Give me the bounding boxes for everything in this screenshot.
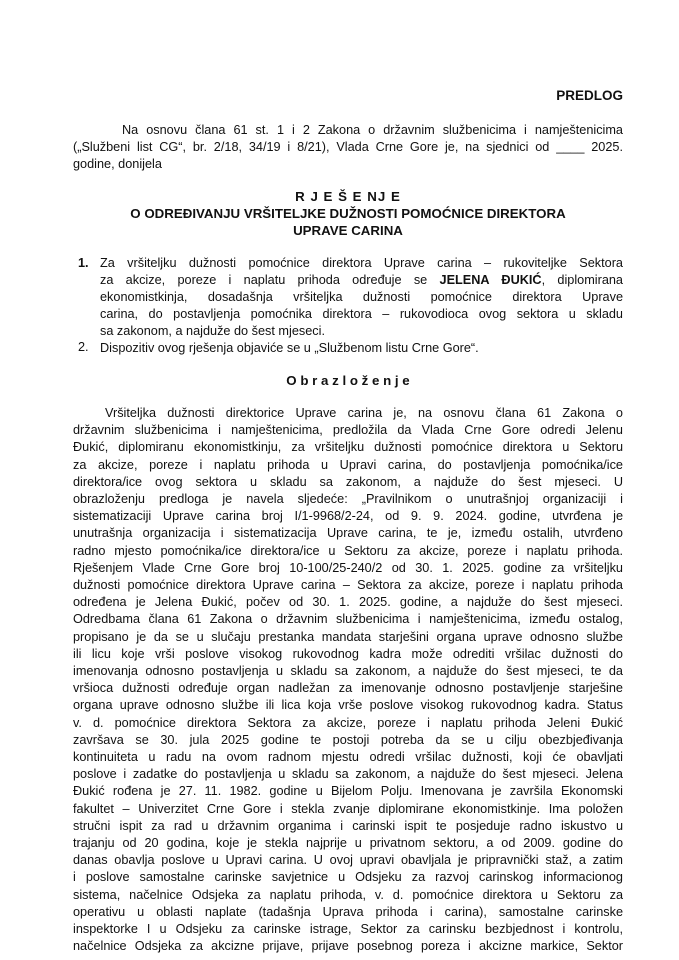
decision-subtitle-line1: O ODREĐIVANJU VRŠITELJKE DUŽNOSTI POMOĆNICE DIREKTORA	[130, 206, 566, 221]
explanation-line: unutrašnja organizacija i sistematizacija Uprave carina, te je, između ostalih, utvrđeno	[73, 526, 623, 541]
person-name: JELENA ĐUKIĆ	[439, 273, 542, 287]
item-number-2: 2.	[78, 340, 89, 354]
explanation-line: ili licu koje vrši poslove visokog rukovodnog kadra može odrediti vršilac dužnosti do	[73, 646, 623, 661]
item-line: ekonomistkinja, dosadašnja vršiteljka dužnosti pomoćnice direktora Uprave	[100, 290, 623, 304]
explanation-line: kontinuiteta u radu na ovom radnom mjestu odredi vršilac dužnosti, koji će obavljati	[73, 750, 623, 764]
explanation-line: državnim službenicima i namještenicima, predložila da Vlada Crne Gore odredi Jelenu	[73, 423, 623, 438]
explanation-line: danas obavlja poslove u Upravi carina. U ovoj upravi obavljala je pripravnički staž, a zatim	[73, 853, 623, 868]
explanation-line: i poslove samostalne carinske savjetnice u Odsjeku za razvoj carinskog informacionog	[73, 870, 623, 885]
explanation-line: direktora/ice ovog sektora u skladu sa zakonom, a najduže do šest mjeseci. U	[73, 474, 623, 489]
explanation-line: za akcize, poreze i naplatu prihoda u Upravi carina, do postavljenja pomoćnika/ice	[73, 457, 623, 472]
explanation-line: Odredbama člana 61 Zakona o državnim službenicima i namještenicima, između ostalog,	[73, 612, 623, 627]
explanation-line: radno mjesto pomoćnika/ice direktora/ice u Sektoru za akcize, poreze i naplatu prihoda.	[73, 543, 623, 558]
intro-line: Na osnovu člana 61 st. 1 i 2 Zakona o državnim službenicima i namještenicima	[122, 123, 623, 137]
explanation-line: organa uprave odnosno službe ili lica koja vrše poslove visokog rukovodnog kadra. Status	[73, 698, 623, 713]
explanation-line: određena je Jelena Đukić, počev od 30. 1. 2025. godine, a najduže do šest mjeseci.	[73, 595, 623, 610]
explanation-line: obrazloženju predloga je navela sljedeće: „Pravilnikom o unutrašnjoj organizaciji i	[73, 492, 623, 506]
explanation-line: poslove i zadatke do postavljenja u skladu sa zakonom, a najduže do šest mjeseci. Jelena	[73, 767, 623, 782]
explanation-line: vršioca dužnosti određuje organ nadležan za imenovanje odnosno postavljenje starješine	[73, 681, 623, 696]
explanation-line: propisano je da se u slučaju prestanka mandata starješini organa uprave odnosno službe	[73, 629, 623, 644]
intro-line: godine, donijela	[73, 157, 162, 171]
explanation-line: stručni ispit za rad u državnim organima i carinski ispit te posjeduje radno iskustvo u	[73, 818, 623, 833]
explanation-line: operativu u oblasti naplate (tadašnja Uprava prihoda i carina), samostalne carinske	[73, 904, 623, 919]
item-line: Za vršiteljku dužnosti pomoćnice direktora Uprave carina – rukoviteljke Sektora	[100, 256, 623, 270]
explanation-line: sistema, načelnice Odsjeka za naplatu prihoda, v. d. pomoćnice direktora u Sektoru za	[73, 887, 623, 902]
item-line: za akcize, poreze i naplatu prihoda određuje se JELENA ĐUKIĆ, diplomirana	[100, 273, 623, 287]
item-number-1: 1.	[78, 256, 89, 270]
explanation-line: imenovanja odnosno postavljenja u skladu sa zakonom, a najduže do šest mjeseci, te da	[73, 664, 623, 678]
explanation-line: trajanju od 20 godina, koje je stekla najprije u privatnom sektoru, a od 2009. godine do	[73, 836, 623, 850]
item-line: carina, do postavljenja pomoćnika direktora – rukovodioca ovog sektora u skladu	[100, 307, 623, 321]
explanation-line: v. d. pomoćnice direktora Sektora za akcize, poreze i naplatu prihoda Jeleni Đukić	[73, 715, 623, 730]
explanation-line: završava se 30. jula 2025 godine te postoji potreba da se u cilju obezbjeđivanja	[73, 732, 623, 747]
explanation-line: Đukić, diplomiranu ekonomistkinju, za vršiteljku dužnosti pomoćnice direktora u Sektoru	[73, 440, 623, 455]
item-line: sa zakonom, a najduže do šest mjeseci.	[100, 324, 325, 338]
proposal-label: PREDLOG	[556, 88, 623, 103]
explanation-line: fakultet – Univerzitet Crne Gore i stekla zvanje diplomirane ekonomistkinje. Ima položen	[73, 801, 623, 816]
explanation-line: dužnosti pomoćnice direktora Uprave carina – Sektora za akcize, poreze i naplatu prihoda	[73, 578, 623, 592]
explanation-line: Vršiteljka dužnosti direktorice Uprave carina je, na osnovu člana 61 Zakona o	[105, 406, 623, 420]
item-line: Dispozitiv ovog rješenja objaviće se u „Službenom listu Crne Gore“.	[100, 341, 479, 355]
intro-line: („Službeni list CG“, br. 2/18, 34/19 i 8/21), Vlada Crne Gore je, na sjednici od ____ 2025.	[73, 140, 623, 154]
explanation-line: Rješenjem Vlade Crne Gore broj 10-100/25-240/2 od 30. 1. 2025. godine za vršiteljku	[73, 560, 623, 575]
explanation-line: sistematizaciji Uprave carina broj I/1-9968/2-24, od 9. 9. 2024. godine, utvrđena je	[73, 509, 623, 524]
explanation-heading: O b r a z l o ž e n j e	[286, 373, 410, 388]
decision-title: R J E Š E NJ E	[295, 189, 401, 204]
decision-subtitle-line2: UPRAVE CARINA	[293, 223, 403, 238]
explanation-line: inspektorke I u Odsjeku za carinske istrage, Sektor za carinsku bezbjednost i kontrolu,	[73, 922, 623, 936]
explanation-line: Đukić rođena je 27. 11. 1982. godine u Bijelom Polju. Imenovana je završila Ekonomski	[73, 784, 623, 799]
explanation-line: načelnice Odsjeka za akcizne prijave, prijave posebnog poreza i akcizne markice, Sektor	[73, 939, 623, 954]
